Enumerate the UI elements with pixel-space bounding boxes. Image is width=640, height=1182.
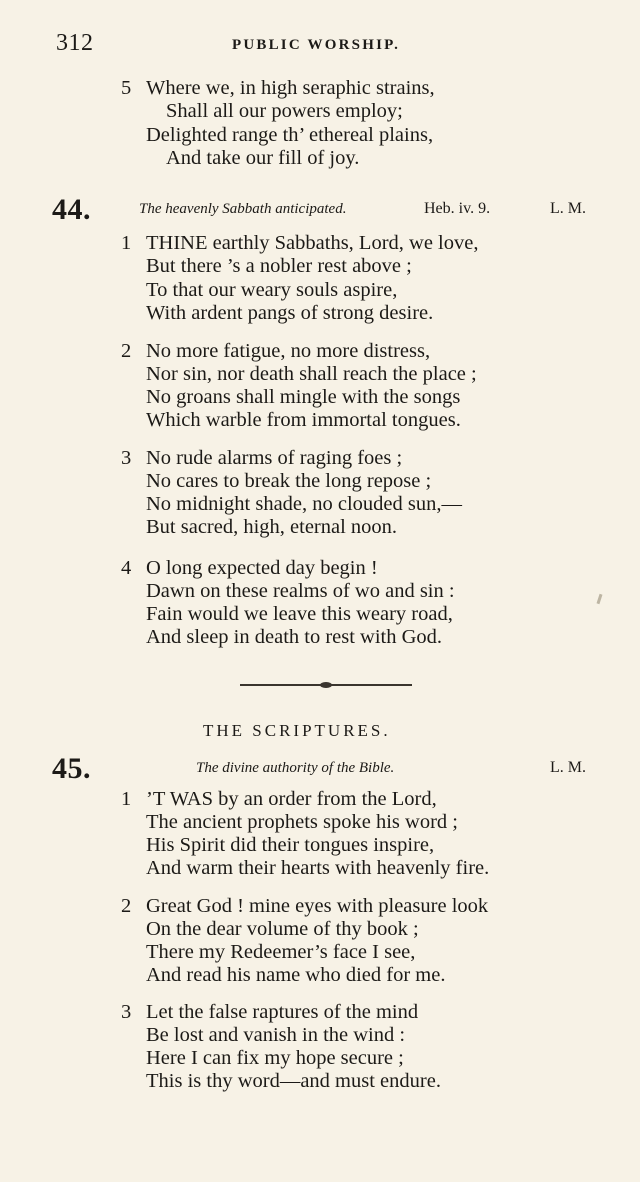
hymn-title: The heavenly Sabbath anticipated. [139,201,347,217]
verse-line: This is thy word—and must endure. [146,1070,441,1092]
verse-line: But sacred, high, eternal noon. [146,516,398,538]
verse-number: 3 [121,1001,132,1023]
verse-line: But there ’s a nobler rest above ; [146,255,412,277]
ornamental-divider [240,684,412,686]
verse-line: There my Redeemer’s face I see, [146,941,416,963]
hymn-meter: L. M. [550,759,586,776]
verse-line: And take our fill of joy. [166,147,360,169]
verse-line: ’T WAS by an order from the Lord, [146,788,437,810]
verse-line: O long expected day begin ! [146,557,378,579]
hymn-number: 45. [52,752,91,785]
verse-line: No more fatigue, no more distress, [146,340,431,362]
section-heading: THE SCRIPTURES. [203,721,391,740]
verse-line: Dawn on these realms of wo and sin : [146,580,455,602]
verse-line: His Spirit did their tongues inspire, [146,834,435,856]
verse-number: 4 [121,557,132,579]
verse-line: And sleep in death to rest with God. [146,626,443,648]
verse-line: Fain would we leave this weary road, [146,603,453,625]
verse-line: Be lost and vanish in the wind : [146,1024,406,1046]
verse-line: And read his name who died for me. [146,964,446,986]
verse-line: No cares to break the long repose ; [146,470,432,492]
verse-line: THINE earthly Sabbaths, Lord, we love, [146,232,479,254]
verse-number: 5 [121,77,132,99]
verse-line: The ancient prophets spoke his word ; [146,811,458,833]
verse-line: Let the false raptures of the mind [146,1001,419,1023]
verse-line: On the dear volume of thy book ; [146,918,419,940]
verse-line: No midnight shade, no clouded sun,— [146,493,463,515]
verse-line: Great God ! mine eyes with pleasure look [146,895,489,917]
verse-line: Nor sin, nor death shall reach the place ; [146,363,477,385]
verse-number: 1 [121,788,132,810]
verse-line: And warm their hearts with heavenly fire. [146,857,490,879]
hymn-number: 44. [52,193,91,226]
verse-line: Which warble from immortal tongues. [146,409,461,431]
verse-line: No rude alarms of raging foes ; [146,447,403,469]
scripture-reference: Heb. iv. 9. [424,200,491,217]
hymn-meter: L. M. [550,200,586,217]
verse-line: No groans shall mingle with the songs [146,386,461,408]
verse-number: 1 [121,232,132,254]
verse-number: 2 [121,895,132,917]
verse-number: 3 [121,447,132,469]
verse-line: With ardent pangs of strong desire. [146,302,434,324]
verse-line: Delighted range th’ ethereal plains, [146,124,434,146]
page-number: 312 [56,30,94,56]
verse-line: Where we, in high seraphic strains, [146,77,435,99]
paper-mark [597,594,603,604]
running-title: PUBLIC WORSHIP. [232,37,401,53]
verse-number: 2 [121,340,132,362]
verse-line: To that our weary souls aspire, [146,279,398,301]
verse-line: Here I can fix my hope secure ; [146,1047,404,1069]
hymn-title: The divine authority of the Bible. [196,760,395,776]
verse-line: Shall all our powers employ; [166,100,403,122]
